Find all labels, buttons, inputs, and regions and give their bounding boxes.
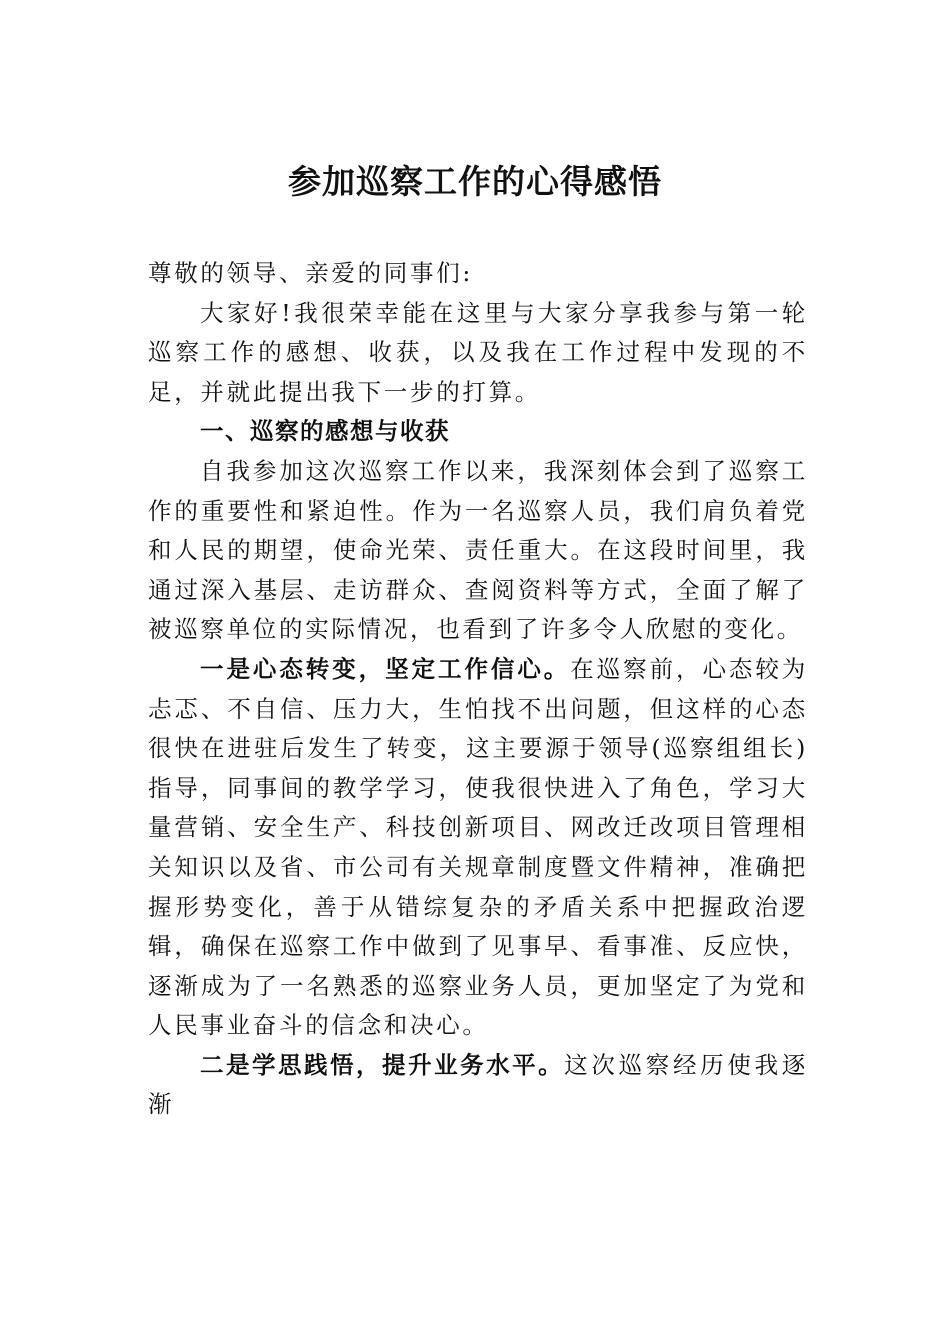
intro-paragraph: 大家好!我很荣幸能在这里与大家分享我参与第一轮巡察工作的感想、收获，以及我在工作过程中发现的不足，并就此提出我下一步的打算。 bbox=[148, 298, 808, 406]
point2-body: 这次巡察经历使我逐渐 bbox=[148, 1050, 808, 1119]
point1-body: 在巡察前，心态较为忐忑、不自信、压力大，生怕找不出问题，但这样的心态很快在进驻后发生了转变，这主要源于领导(巡察组组长)指导，同事间的教学学习，使我很快进入了角色，学习大量营销、安全生产、科技创新项目、网改迁改项目管理相关知识以及省、市公司有关规章制度暨文件精神，准确把握形势变化，善于从错综复杂的矛盾关系中把握政治逻辑，确保在巡察工作中做到了见事早、看事准、反应快，逐渐成为了一名熟悉的巡察业务人员，更加坚定了为党和人民事业奋斗的信念和决心。 bbox=[148, 654, 808, 1040]
salutation: 尊敬的领导、亲爱的同事们: bbox=[148, 259, 474, 287]
section-heading: 一、巡察的感想与收获 bbox=[200, 417, 450, 446]
document-title: 参加巡察工作的心得感悟 bbox=[288, 162, 662, 201]
point2-paragraph bbox=[148, 1046, 808, 1125]
point2-lead: 二是学思践悟，提升业务水平。 bbox=[200, 1050, 565, 1079]
point1-paragraph bbox=[148, 650, 808, 1046]
section1-paragraph: 自我参加这次巡察工作以来，我深刻体会到了巡察工作的重要性和紧迫性。作为一名巡察人员，我们肩负着党和人民的期望，使命光荣、责任重大。在这段时间里，我通过深入基层、走访群众、查阅资料等方式，全面了解了被巡察单位的实际情况，也看到了许多令人欣慰的变化。 bbox=[148, 456, 808, 644]
document-body bbox=[148, 254, 808, 1125]
point1-lead: 一是心态转变，坚定工作信心。 bbox=[200, 654, 571, 683]
